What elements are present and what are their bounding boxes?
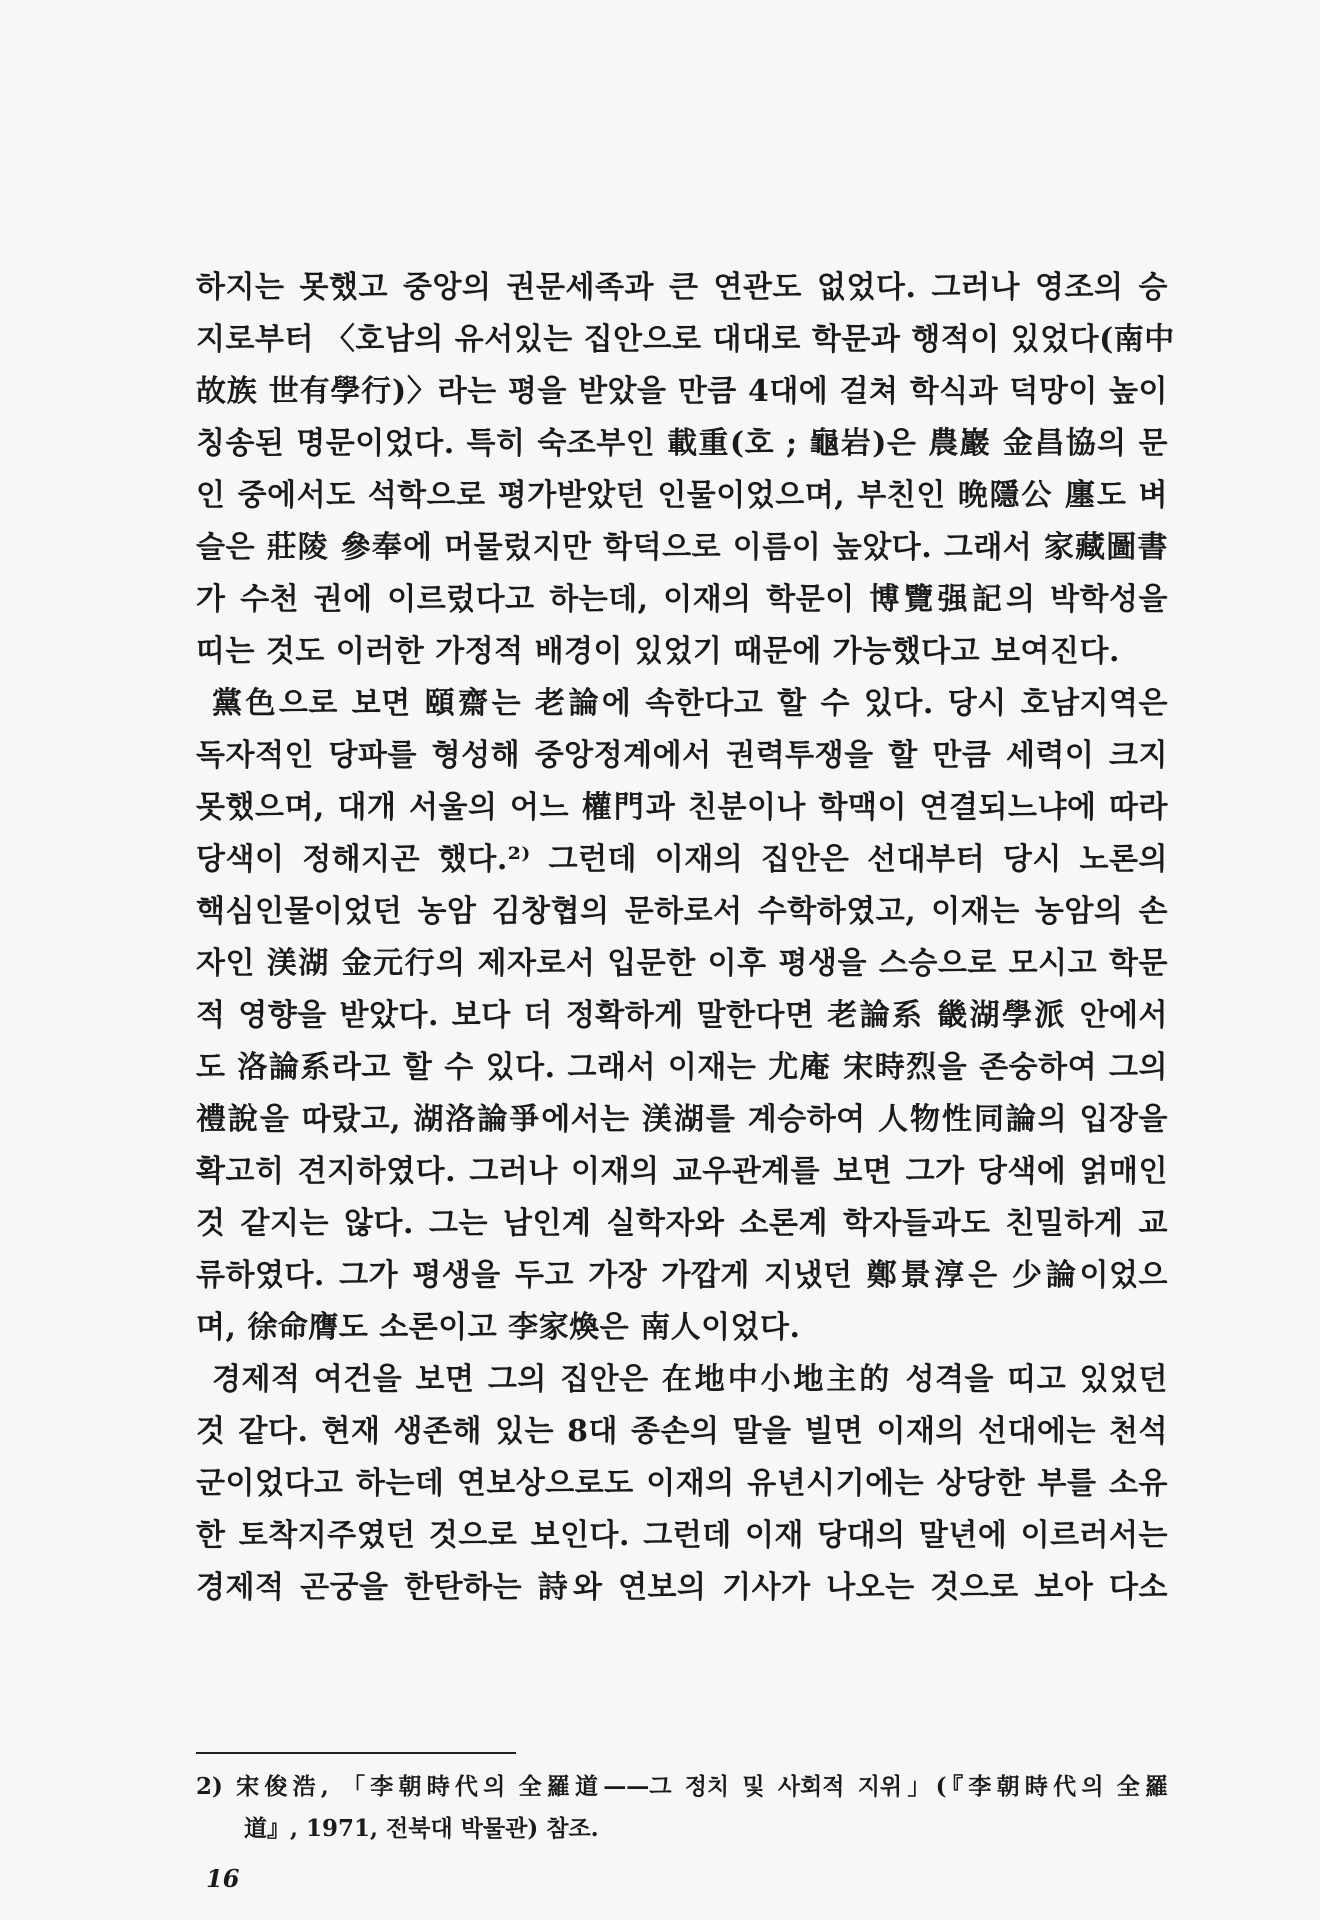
body-line: 하지는 못했고 중앙의 권문세족과 큰 연관도 없었다. 그러나 영조의 승 [196,270,1168,305]
body-line: 禮說을 따랐고, 湖洛論爭에서는 渼湖를 계승하여 人物性同論의 입장을 [196,1102,1168,1137]
body-line: 군이었다고 하는데 연보상으로도 이재의 유년시기에는 상당한 부를 소유 [196,1466,1168,1501]
body-line: 黨色으로 보면 頤齋는 老論에 속한다고 할 수 있다. 당시 호남지역은 [212,686,1168,721]
body-line: 칭송된 명문이었다. 특히 숙조부인 載重(호 ; 龜岩)은 農巖 金昌協의 문 [196,426,1168,461]
body-line: 며, 徐命膺도 소론이고 李家煥은 南人이었다. [196,1310,801,1345]
body-text [196,262,1175,1614]
body-line: 인 중에서도 석학으로 평가받았던 인물이었으며, 부친인 晩隱公 廛도 벼 [196,478,1168,513]
footnote-line: 2) 宋俊浩, 「李朝時代의 全羅道——그 정치 및 사회적 지위」(『李朝時代의 全羅 [196,1773,1168,1800]
footnote-line: 道』, 1971, 전북대 박물관) 참조. [244,1815,599,1842]
page-number: 16 [206,1864,240,1893]
footnote [196,1766,1168,1850]
body-line: 핵심인물이었던 농암 김창협의 문하로서 수학하였고, 이재는 농암의 손 [196,894,1168,929]
body-line: 것 같다. 현재 생존해 있는 8대 종손의 말을 빌면 이재의 선대에는 천석 [196,1414,1168,1449]
body-line: 경제적 곤궁을 한탄하는 詩와 연보의 기사가 나오는 것으로 보아 다소 [196,1570,1168,1605]
body-line: 지로부터 〈호남의 유서있는 집안으로 대대로 학문과 행적이 있었다(南中 [196,322,1175,357]
body-line: 류하였다. 그가 평생을 두고 가장 가깝게 지냈던 鄭景淳은 少論이었으 [196,1258,1168,1293]
body-line: 확고히 견지하였다. 그러나 이재의 교우관계를 보면 그가 당색에 얽매인 [196,1154,1168,1189]
body-line: 못했으며, 대개 서울의 어느 權門과 친분이나 학맥이 연결되느냐에 따라 [196,790,1168,825]
body-line: 슬은 莊陵 參奉에 머물렀지만 학덕으로 이름이 높았다. 그래서 家藏圖書 [196,530,1168,565]
body-line: 故族 世有學行)〉라는 평을 받았을 만큼 4대에 걸쳐 학식과 덕망이 높이 [196,374,1168,409]
body-line: 자인 渼湖 金元行의 제자로서 입문한 이후 평생을 스승으로 모시고 학문 [196,946,1168,981]
body-line: 띠는 것도 이러한 가정적 배경이 있었기 때문에 가능했다고 보여진다. [196,634,1120,669]
body-line: 것 같지는 않다. 그는 남인계 실학자와 소론계 학자들과도 친밀하게 교 [196,1206,1168,1241]
body-line: 경제적 여건을 보면 그의 집안은 在地中小地主的 성격을 띠고 있었던 [212,1362,1168,1397]
footnote-divider [196,1752,516,1754]
body-line: 도 洛論系라고 할 수 있다. 그래서 이재는 尤庵 宋時烈을 존숭하여 그의 [196,1050,1168,1085]
body-line: 독자적인 당파를 형성해 중앙정계에서 권력투쟁을 할 만큼 세력이 크지 [196,738,1168,773]
body-line: 가 수천 권에 이르렀다고 하는데, 이재의 학문이 博覽强記의 박학성을 [196,582,1168,617]
body-line: 한 토착지주였던 것으로 보인다. 그런데 이재 당대의 말년에 이르러서는 [196,1518,1168,1553]
body-line: 적 영향을 받았다. 보다 더 정확하게 말한다면 老論系 畿湖學派 안에서 [196,998,1168,1033]
body-line: 당색이 정해지곤 했다.²⁾ 그런데 이재의 집안은 선대부터 당시 노론의 [196,842,1168,877]
